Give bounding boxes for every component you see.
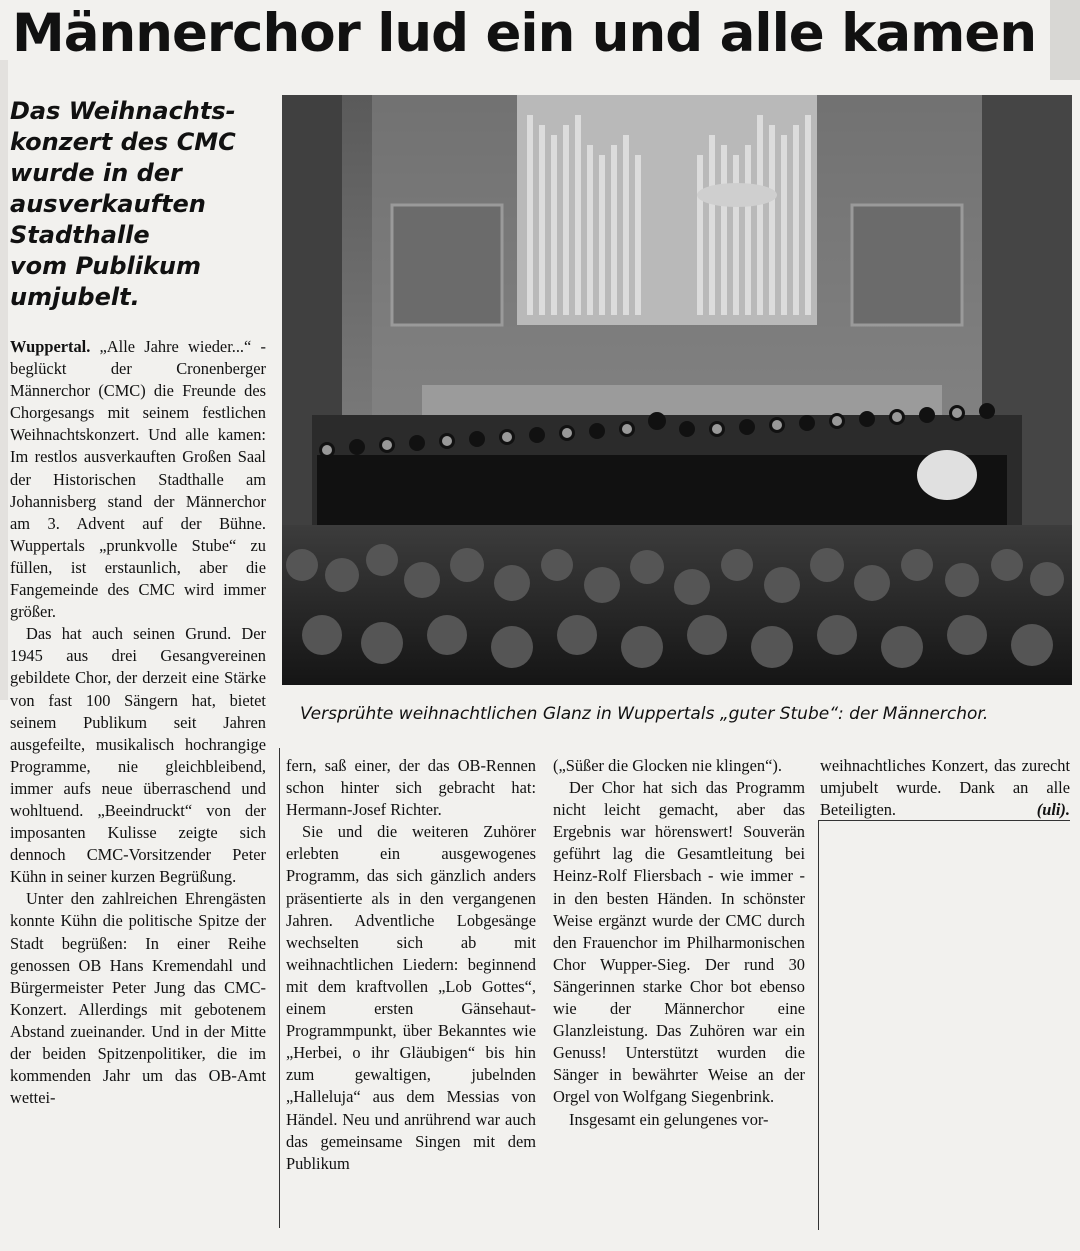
article-column-1 <box>10 336 266 1109</box>
article-end-rule-vertical <box>818 820 819 1230</box>
paragraph: Das hat auch seinen Grund. Der 1945 aus drei Gesangvereinen gebildete Chor, der derzeit eine Stärke von fast 100 Sängern hat, bietet seinem Publikum seit Jahren ausgefeilte, musikalisch hochrangige Programme, nie gleichbleibend, immer aufs neue überraschend und wohltuend. „Beeindruckt“ von der imposanten Kulisse zeigte sich dennoch CMC-Vorsitzender Peter Kühn in seiner kurzen Begrüßung. <box>10 624 266 887</box>
chandelier <box>697 183 777 207</box>
paragraph-text: „Alle Jahre wieder...“ - beglückt der Cronenberger Männerchor (CMC) die Freunde des Chorgesangs mit seinem festlichen Weihnachtskonzert. Und alle kamen: Im restlos ausverkauften Großen Saal der Historischen Stadthalle am Johannisberg stand der Männerchor am 3. Advent auf der Bühne. Wuppertals „prunkvolle Stube“ zu füllen, ist erstaunlich, aber die Fangemeinde des CMC wird immer größer. <box>10 337 266 622</box>
paragraph <box>820 755 1070 821</box>
photo-caption: Versprühte weihnachtlichen Glanz in Wuppertals „guter Stube“: der Männerchor. <box>300 704 989 724</box>
paragraph: Sie und die weiteren Zuhörer erlebten ein ausgewogenes Programm, das sich gänzlich anders präsentierte als in den vergangenen Jahren. Adventliche Lobgesänge wechselten sich ab mit weihnachtlichen Liedern: beginnend mit dem kraftvollen „Lob Gottes“, einem ersten Gänsehaut-Programmpunkt, über Bekanntes wie „Herbei, o ihr Gläubigen“ bis hin zum gewaltigen, jubelnden „Halleluja“ aus dem Messias von Händel. Neu und anrührend war auch das gemeinsame Singen mit dem Publikum <box>286 822 536 1173</box>
paragraph: fern, saß einer, der das OB-Rennen schon hinter sich gebracht hat: Hermann-Josef Richter. <box>286 756 536 820</box>
concert-photo <box>282 95 1072 685</box>
adjacent-article-bleed-left <box>0 60 8 700</box>
article-end-rule <box>818 820 1070 821</box>
audience <box>282 525 1072 685</box>
flower-arrangement <box>917 450 977 500</box>
article-column-3 <box>553 755 805 1131</box>
paragraph: Insgesamt ein gelungenes vor- <box>569 1109 769 1129</box>
paragraph <box>10 336 266 623</box>
author-signature: (uli). <box>1036 800 1070 820</box>
paragraph: Der Chor hat sich das Programm nicht leicht gemacht, aber das Ergebnis war hörenswert! Souverän geführt lag die Gesamtleitung bei Heinz-Rolf Fliersbach - wie immer - in den besten Händen. In schönster Weise ergänzt wurde der CMC durch den Frauenchor im Philharmonischen Chor Wupper-Sieg. Der rund 30 Sängerinnen starke Chor bot ebenso wie der Männerchor eine Glanzleistung. Das Zuhören war ein Genuss! Unterstützt wurden die Sänger in bewährter Weise an der Orgel von Wolfgang Siegenbrink. <box>553 778 805 1107</box>
concert-hall-illustration <box>282 95 1072 685</box>
dateline: Wuppertal. <box>10 337 91 356</box>
article-column-4 <box>820 755 1070 821</box>
column-rule <box>279 748 280 1228</box>
headline: Männerchor lud ein und alle kamen <box>12 3 1037 64</box>
subheadline: Das Weihnachts- konzert des CMC wurde in der ausverkauften Stadthalle vom Publikum umjubelt. <box>10 97 236 311</box>
paragraph: („Süßer die Glocken nie klingen“). <box>553 756 782 775</box>
paragraph-text: weihnachtliches Konzert, das zurecht umjubelt wurde. Dank an alle Beteiligten. <box>820 756 1070 820</box>
article-column-2 <box>286 755 536 1175</box>
paragraph: Unter den zahlreichen Ehrengästen konnte Kühn die politische Spitze der Stadt begrüßen: In einer Reihe genossen OB Hans Kremendahl und Bürgermeister Peter Jung das CMC-Konzert. Allerdings mit gebotenem Abstand zueinander. Und in der Mitte der beiden Spitzenpolitiker, die im kommenden Jahr um das OB-Amt wettei- <box>10 889 266 1108</box>
